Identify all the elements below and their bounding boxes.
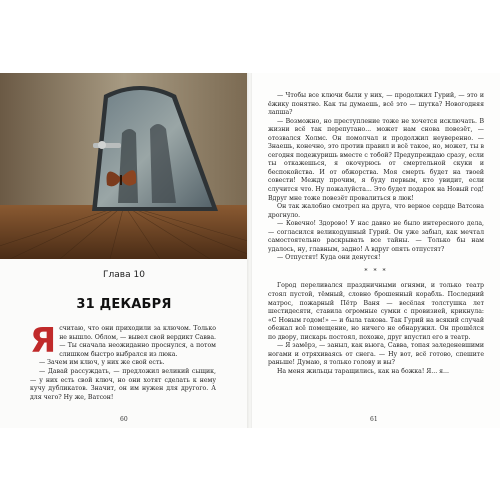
right-page xyxy=(252,73,500,428)
paragraph: На меня жильцы таращились, как на божка! Я... я... xyxy=(277,367,449,375)
right-body-text xyxy=(268,92,484,377)
drop-cap-letter: Я xyxy=(30,321,57,361)
paragraph: Город переливался праздничными огнями, и только театр стоял пустой, тёмный, словно брошенный корабль. Последний матрос, пожарный Пётр Ваня — весёлая толстушка лет шестидесяти, ставила огромные сумки с провизией, крикнула: «С Новым годом!» — и была такова. Так Гурий на всякий случай обежал всё помещение, но ничего не обнаружил. Он прошёлся по двору, пискарь постоял, похоже, друг впустил его в театр. xyxy=(268,282,484,341)
paragraph: — Я замёрз, — заныл, как вьюга, Савва, топая заледеневшими ногами и отряхиваясь от снега. — Ну вот, всё готово, спешите раньше! Думаю, я только голову и вы? xyxy=(268,342,484,367)
paragraph: — Возможно, но преступление тоже не хочется исключать. В жизни всё так перепутано... может нам снова повезёт, — отозвался Холмс. Он помолчал и продолжил неуверенно. — Знаешь, конечно, это против правил и всё такое, но, может, ты в сегодня подежуришь вместе с тобой? Предупреждаю сразу, если ты откажешься, я окочурюсь от смертельной скуки и беспокойства. И от обжорства. Моя смерть будет на твоей совести! Между прочим, я буду первым, кто увидит, если случится что. Ну пожалуйста... Это будет подарок на Новый год! Вдруг мне тоже повезёт провалиться в люк! xyxy=(268,117,484,202)
paragraph: Он так жалобно смотрел на друга, что верное сердце Ватсона дрогнуло. xyxy=(268,203,484,219)
page-number: 60 xyxy=(120,416,128,423)
section-break: * * * xyxy=(364,267,388,275)
paragraph: — Ковечно! Здорово! У нас давно не было интересного дела, — согласился великодушный Гурий. Он уже забыл, как мечтал самостоятельно раскрывать все тайны. — Только бы нам удалось, ну, главным, задно! А вдруг опять отпустят? xyxy=(268,220,484,253)
left-body-text xyxy=(30,321,216,402)
page-number: 61 xyxy=(370,416,378,423)
paragraph: считаю, что они приходили за ключом. Только не вышло. Облом, — вывел свой вердикт Савва. — Ты сначала неожиданно проснулся, а потом слишком быстро выбрался из люка. xyxy=(59,325,216,358)
chapter-title: 31 ДЕКАБРЯ xyxy=(76,297,172,312)
paragraph: — Давай рассуждать, — предложил великий сыщик, — у них есть свой ключ, но они хотят сделать к нему кучу дубликатов. Значит, он им нужен для другого. А для чего? Ну же, Ватсон! xyxy=(30,367,216,401)
illustration-door-with-butterfly xyxy=(0,73,248,259)
left-page xyxy=(0,73,248,428)
chapter-illustration xyxy=(0,73,248,259)
chapter-number: Глава 10 xyxy=(103,270,145,280)
paragraph: — Чтобы все ключи были у них, — продолжил Гурий, — это и ёжику понятно. Как ты думаешь, всё это — шутка? Новогодняя лапша? xyxy=(268,92,484,117)
paragraph: — Зачем им ключ, у них же свой есть. xyxy=(39,359,165,367)
paragraph: — Отпустят! Куда они денутся! xyxy=(277,254,381,262)
